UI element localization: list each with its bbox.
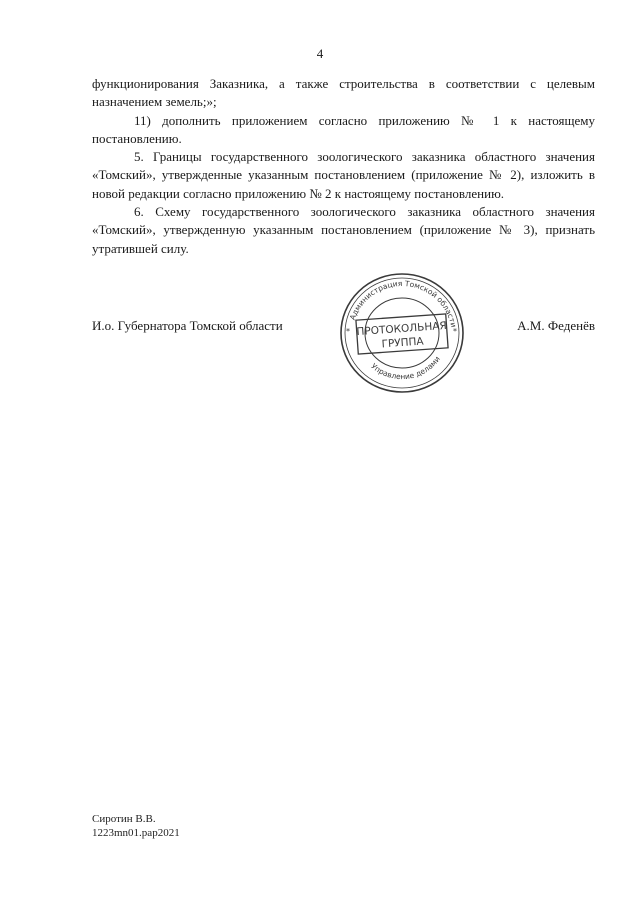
signer-title: И.о. Губернатора Томской области [92, 318, 283, 333]
signer-name: А.М. Феденёв [517, 318, 595, 333]
footer-author: Сиротин В.В. [92, 813, 156, 825]
paragraph-item-11: 11) дополнить приложением согласно приложению № 1 к настоящему постановлению. [92, 112, 595, 146]
stamp-ring-top-text: Администрация Томской области [347, 278, 459, 329]
svg-text:*: * [453, 327, 457, 336]
official-stamp [337, 270, 467, 395]
paragraph-point-6: 6. Схему государственного зоологического заказника областного значения «Томский», утвержденную указанным постановлением (приложение № 3), признать утратившей силу. [92, 204, 595, 256]
document-body [92, 75, 595, 258]
stamp-seal-icon [337, 270, 467, 395]
svg-text:*: * [346, 327, 350, 336]
stamp-center-line-1: ПРОТОКОЛЬНАЯ [356, 319, 448, 339]
paragraph-point-5: 5. Границы государственного зоологического заказника областного значения «Томский», утвержденные указанным постановлением (приложение № 2), изложить в новой редакции согласно приложению № 2 к настоящему постановлению. [92, 149, 595, 201]
paragraph-continuation: функционирования Заказника, а также строительства в соответствии с целевым назначением земель;»; [92, 76, 595, 110]
stamp-center-line-2: ГРУППА [381, 335, 425, 351]
footer-file-code: 1223mn01.pap2021 [92, 827, 180, 839]
document-footer [92, 812, 180, 840]
stamp-ring-bottom-text: Управление делами [369, 354, 442, 382]
page-number: 4 [316, 46, 324, 61]
